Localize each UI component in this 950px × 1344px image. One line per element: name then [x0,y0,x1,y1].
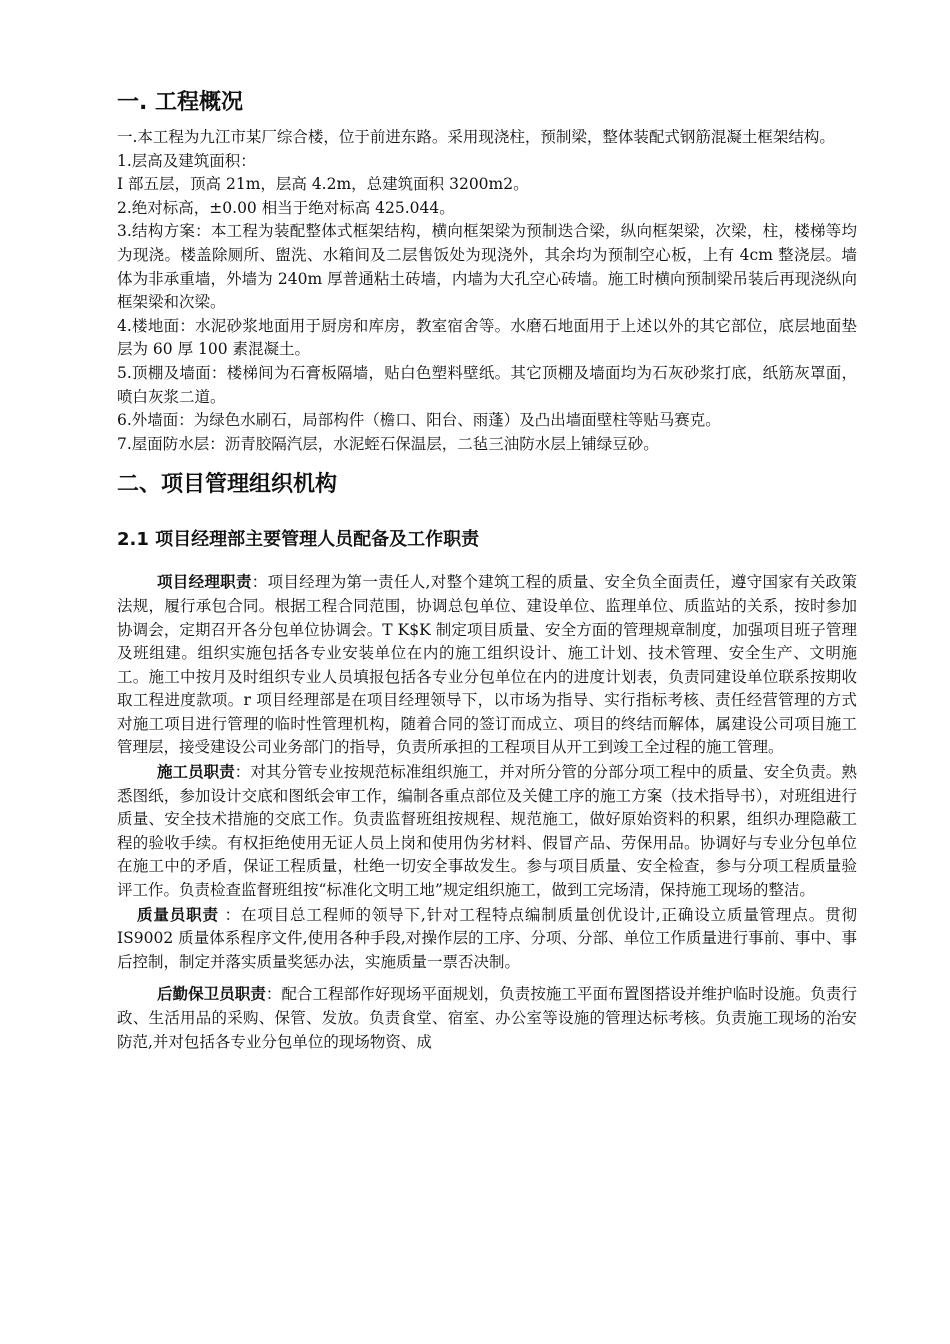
duty-text: ：在项目总工程师的领导下,针对工程特点编制质量创优设计,正确设立质量管理点。贯彻 IS9002 质量体系程序文件,使用各种手段,对操作层的工序、分项、分部、单位工作质量进行事前、事中、事后控制，制定并落实质量奖惩办法，实施质量一票否决制。 [117,905,857,971]
duty-label: 项目经理职责 [157,572,252,592]
duty-text: ：对其分管专业按规范标准组织施工，并对所分管的分部分项工程中的质量、安全负责。熟悉图纸，参加设计交底和图纸会审工作，编制各重点部位及关健工序的施工方案（技术指导书），对班组进行质量、安全技术措施的交底工作。负责监督班组按规程、规范施工，做好原始资料的积累，组织办理隐蔽工程的验收手续。有权拒绝使用无证人员上岗和使用伪劣材料、假冒产品、劳保用品。协调好与专业分包单位在施工中的矛盾，保证工程质量，杜绝一切安全事故发生。参与项目质量、安全检查，参与分项工程质量验评工作。负责检查监督班组按“标准化文明工地”规定组织施工，做到工完场清，保持施工现场的整洁。 [117,763,857,900]
section-1-intro: 一.本工程为九江市某厂综合楼，位于前进东路。采用现浇柱，预制梁，整体装配式钢筋混凝土框架结构。 [117,128,835,146]
duty-label: 质量员职责 [137,904,219,924]
duty-text: ：配合工程部作好现场平面规划，负责按施工平面布置图搭设并维护临时设施。负责行政、生活用品的采购、保管、发放。负责食堂、宿室、办公室等设施的管理达标考核。负责施工现场的治安防范,并对包括各专业分包单位的现场物资、成 [117,985,857,1051]
duty-paragraph-quality-officer [117,903,857,975]
section-1-item: 4.楼地面：水泥砂浆地面用于厨房和库房，教室宿舍等。水磨石地面用于上述以外的其它部位，底层地面垫层为 60 厚 100 素混凝土。 [117,316,857,359]
section-1-title: 一. 工程概况 [117,90,244,115]
duty-paragraph-construction-officer [117,760,857,903]
section-1-item: 5.顶棚及墙面：楼梯间为石膏板隔墙，贴白色塑料壁纸。其它顶棚及墙面均为石灰砂浆打底，纸筋灰罩面，喷白灰浆二道。 [117,363,857,406]
duty-text: ：项目经理为第一责任人,对整个建筑工程的质量、安全负全面责任，遵守国家有关政策法规，履行承包合同。根据工程合同范围，协调总包单位、建设单位、监理单位、质监站的关系，按时参加协调会，定期召开各分包单位协调会。T K$K 制定项目质量、安全方面的管理规章制度，加强项目班子管理及班组建。组织实施包括各专业安装单位在内的施工组织设计、施工计划、技术管理、安全生产、文明施工。施工中按月及时组织专业人员填报包括各专业分包单位在内的进度计划表，负责同建设单位联系按期收取工程进度款项。r 项目经理部是在项目经理领导下，以市场为指导、实行指标考核、责任经营管理的方式对施工项目进行管理的临时性管理机构，随着合同的签订而成立、项目的终结而解体，属建设公司项目施工管理层，接受建设公司业务部门的指导，负责所承担的工程项目从开工到竣工全过程的施工管理。 [117,573,857,757]
section-2-1-subtitle: 2.1 项目经理部主要管理人员配备及工作职责 [117,529,480,551]
section-1-item: I 部五层，顶高 21m，层高 4.2m，总建筑面积 3200m2。 [117,175,529,194]
section-1-item: 3.结构方案：本工程为装配整体式框架结构，横向框架梁为预制迭合梁，纵向框架梁，次梁，柱，楼梯等均为现浇。楼盖除厕所、盥洗、水箱间及二层售饭处为现浇外，其余均为预制空心板，上有 4cm 整浇层。墙体为非承重墙，外墙为 240m 厚普通粘土砖墙，内墙为大孔空心砖墙。施工时横向预制梁吊装后再现浇纵向框架梁和次梁。 [117,222,857,312]
section-2-title: 二、项目管理组织机构 [117,472,338,498]
section-1-item: 2.绝对标高，±0.00 相当于绝对标高 425.044。 [117,198,455,217]
duty-paragraph-project-manager [117,570,857,760]
duty-paragraph-logistics-security [117,982,857,1054]
section-1-item: 6.外墙面：为绿色水刷石，局部构件（檐口、阳台、雨蓬）及凸出墙面壁柱等贴马赛克。 [117,411,721,430]
section-1-item: 7.屋面防水层：沥青胶隔汽层，水泥蛭石保温层，二毡三油防水层上铺绿豆砂。 [117,434,659,453]
duty-label: 施工员职责 [157,762,235,782]
document-page [117,88,857,1054]
duty-label: 后勤保卫员职责 [157,984,266,1004]
section-1-item: 1.层高及建筑面积： [117,151,256,170]
